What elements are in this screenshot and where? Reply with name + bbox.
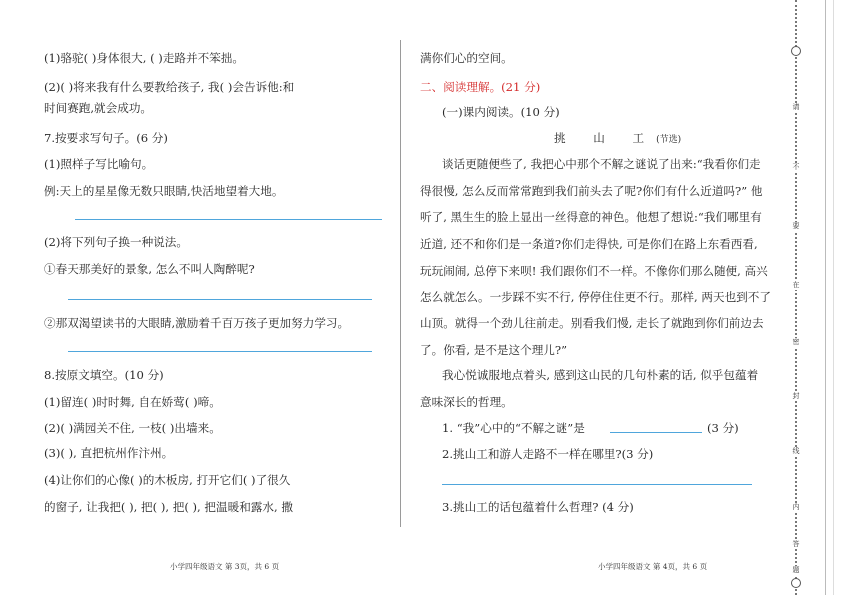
seal-label: 请 (789, 103, 803, 112)
binding-seal-strip (789, 0, 803, 595)
reading-question-1-score: (3 分) (707, 421, 739, 435)
passage-line: 玩玩闹闹, 总停下来呗! 我们跟你们不一样。不像你们那么随便, 高兴 (420, 264, 768, 278)
answer-line-q7-1[interactable] (75, 219, 382, 220)
answer-line-q7-2a[interactable] (68, 299, 372, 300)
passage-line: 意味深长的哲理。 (420, 395, 513, 409)
passage-line: 听了, 黑生生的脸上显出一丝得意的神色。他想了想说:“我们哪里有 (420, 210, 762, 224)
seal-label: 封 (789, 392, 803, 401)
seal-label: 密 (789, 338, 803, 347)
q6-item-1: (1)骆驼( )身体很大, ( )走路并不笨拙。 (44, 51, 244, 65)
page-edge-line (833, 0, 834, 595)
section-reading-heading: 二、阅读理解。(21 分) (420, 80, 541, 94)
q6-item-2-cont: 时间赛跑,就会成功。 (44, 101, 153, 115)
seal-label: 题 (789, 566, 803, 575)
q8-item-3: (3)( ), 直把杭州作汴州。 (44, 446, 174, 460)
q7-sub-1: (1)照样子写比喻句。 (44, 157, 154, 171)
seal-label: 内 (789, 503, 803, 512)
passage-line: 谈话更随便些了, 我把心中那个不解之谜说了出来:“我看你们走 (442, 157, 761, 171)
q8-item-4-cont: 的窗子, 让我把( ), 把( ), 把( ), 把温暖和露水, 撒 (44, 500, 293, 514)
passage-line: 山顶。就得一个劲儿往前走。别看我们慢, 走长了就跑到你们前边去 (420, 316, 764, 330)
q7-title: 7.按要求写句子。(6 分) (44, 131, 168, 145)
seal-label: 在 (789, 281, 803, 290)
q8-item-4: (4)让你们的心像( )的木板房, 打开它们( )了很久 (44, 473, 291, 487)
passage-line: 怎么就怎么。一步踩不实不行, 停停住住更不行。那样, 两天也到不了 (420, 290, 771, 304)
answer-line-q7-2b[interactable] (68, 351, 372, 352)
column-divider (400, 40, 401, 527)
passage-title-text: 挑 山 工 (554, 131, 657, 145)
passage-line: 得很慢, 怎么反而常常跑到我们前头去了呢?你们有什么近道吗?” 他 (420, 184, 763, 198)
answer-line-reading-q1[interactable] (610, 432, 702, 433)
q6-item-2: (2)( )将来我有什么要教给孩子, 我( )会告诉他:和 (44, 80, 295, 94)
binding-hole-circle (791, 578, 801, 588)
passage-line: 近道, 还不和你们是一条道?你们走得快, 可是你们在路上东看西看, (420, 237, 758, 251)
passage-line: 了。你看, 是不是这个理儿?” (420, 343, 568, 357)
reading-question-2: 2.挑山工和游人走路不一样在哪里?(3 分) (442, 447, 654, 461)
q7-sentence-a: ①春天那美好的景象, 怎么不叫人陶醉呢? (44, 262, 255, 276)
q8-item-2: (2)( )满园关不住, 一枝( )出墙来。 (44, 421, 221, 435)
reading-question-1: 1. “我”心中的“不解之谜”是 (442, 421, 585, 435)
answer-line-reading-q2[interactable] (442, 484, 752, 485)
q7-example: 例:天上的星星像无数只眼睛,快活地望着大地。 (44, 184, 284, 198)
footer-page-4: 小学四年级语文 第 4页，共 6 页 (598, 562, 708, 571)
q8-item-4-end: 满你们心的空间。 (420, 51, 513, 65)
seal-label: 答 (789, 540, 803, 549)
binding-hole-circle (791, 46, 801, 56)
page-edge-line (825, 0, 826, 595)
subsection-in-class-reading: (一)课内阅读。(10 分) (442, 105, 560, 119)
passage-source-note: (节选) (656, 135, 682, 145)
passage-title (554, 131, 681, 147)
q7-sentence-b: ②那双渴望读书的大眼睛,激励着千百万孩子更加努力学习。 (44, 316, 350, 330)
reading-question-3: 3.挑山工的话包蕴着什么哲理? (4 分) (442, 500, 634, 514)
seal-label: 线 (789, 447, 803, 456)
footer-page-3: 小学四年级语文 第 3页，共 6 页 (170, 562, 280, 571)
seal-label: 要 (789, 222, 803, 231)
seal-label: 不 (789, 163, 803, 172)
q7-sub-2: (2)将下列句子换一种说法。 (44, 235, 188, 249)
q8-title: 8.按原文填空。(10 分) (44, 368, 164, 382)
q8-item-1: (1)留连( )时时舞, 自在娇莺( )啼。 (44, 395, 221, 409)
passage-line: 我心悦诚服地点着头, 感到这山民的几句朴素的话, 似乎包蕴着 (442, 368, 759, 382)
